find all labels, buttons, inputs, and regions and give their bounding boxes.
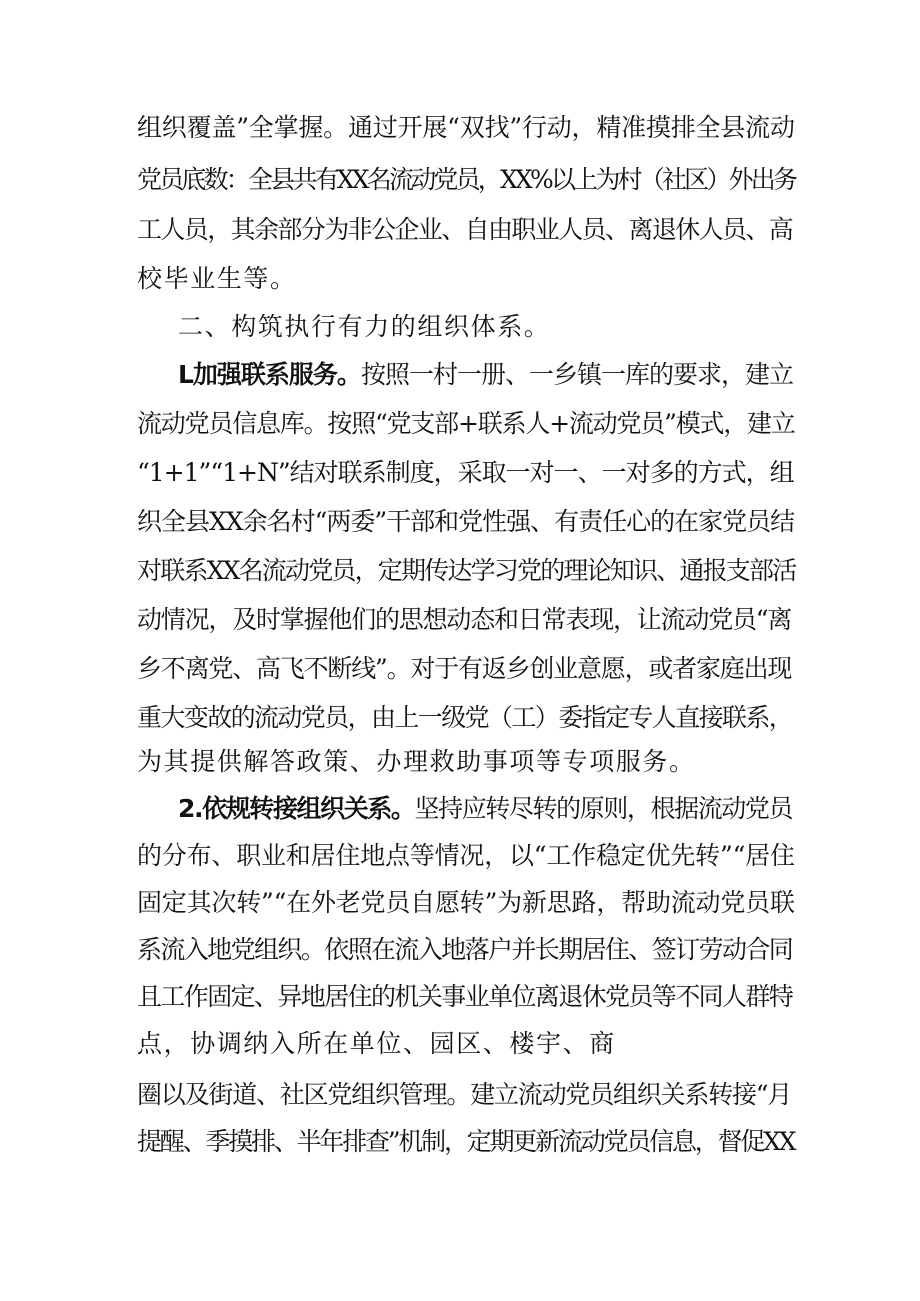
intro-line-1: 组织覆盖”全掌握。通过开展“双找”行动，精准摸排全县流动 (137, 113, 795, 142)
item1-first-line (178, 358, 793, 392)
intro-line-4: 校毕业生等。 (137, 264, 297, 293)
item1-line-5: 对联系XX名流动党员，定期传达学习党的理论知识、通报支部活 (137, 556, 796, 585)
item1-line-4: 织全县XX余名村“两委”干部和党性强、有责任心的在家党员结 (137, 507, 795, 536)
item2-line-6: 点，协调纳入所在单位、园区、楼宇、商 (137, 1029, 616, 1058)
item2-line-5: 且工作固定、异地居住的机关事业单位离退休党员等不同人群特 (137, 982, 793, 1011)
item2-line-4: 系流入地党组织。依照在流入地落户并长期居住、签订劳动合同 (137, 935, 793, 964)
item1-line-7: 乡不离党、高飞不断线”。对于有返乡创业意愿，或者家庭出现 (137, 654, 792, 683)
item1-lead: L加强联系服务。 (178, 360, 361, 389)
item2-line-7: 圈以及街道、社区党组织管理。建立流动党员组织关系转接“月 (137, 1080, 792, 1109)
section-heading: 二、构筑执行有力的组织体系。 (178, 312, 551, 341)
item1-line-2: 流动党员信息库。按照“党支部+联系人+流动党员”模式，建立 (137, 409, 795, 438)
item2-first-line (178, 792, 792, 826)
intro-line-2: 党员底数：全县共有XX名流动党员，XX%以上为村（社区）外出务 (137, 165, 796, 194)
item2-line-8: 提醒、季摸排、半年排查”机制，定期更新流动党员信息，督促XX (137, 1127, 795, 1156)
item1-line-8: 重大变故的流动党员，由上一级党（工）委指定专人直接联系， (137, 703, 793, 732)
item2-first-line-rest: 坚持应转尽转的原则，根据流动党员 (414, 794, 793, 823)
item2-lead: 2.依规转接组织关系。 (178, 794, 415, 823)
item2-line-2: 的分布、职业和居住地点等情况，以“工作稳定优先转”“居住 (137, 841, 795, 870)
item1-line-3: “1+1”“1+N”结对联系制度，采取一对一、一对多的方式，组 (137, 458, 794, 487)
item2-line-3: 固定其次转”“在外老党员自愿转”为新思路，帮助流动党员联 (137, 888, 795, 917)
item1-first-line-rest: 按照一村一册、一乡镇一库的要求，建立 (360, 360, 793, 389)
intro-line-3: 工人员，其余部分为非公企业、自由职业人员、离退休人员、高 (137, 215, 793, 244)
item1-line-6: 动情况，及时掌握他们的思想动态和日常表现，让流动党员“离 (137, 605, 792, 634)
item1-line-9: 为其提供解答政策、办理救助事项等专项服务。 (137, 747, 696, 776)
